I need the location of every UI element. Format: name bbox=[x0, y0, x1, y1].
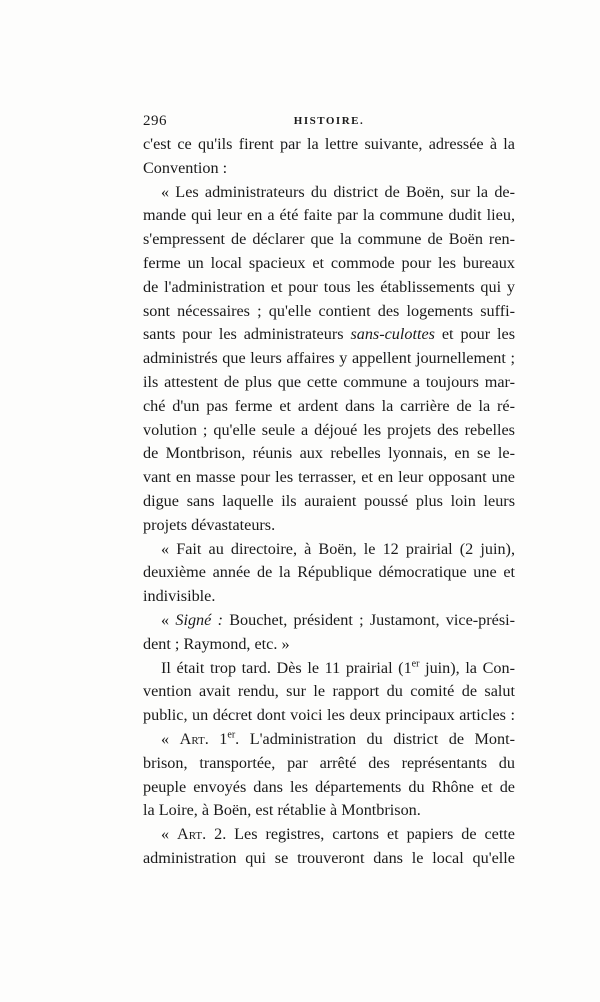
small-caps-text: Art. 2 bbox=[177, 825, 223, 844]
text-run: et pour les bbox=[434, 325, 515, 344]
text-line bbox=[143, 323, 515, 347]
page-header bbox=[143, 113, 515, 133]
text-line: la Loire, à Boën, est rétablie à Montbrison. bbox=[143, 801, 421, 820]
text-line: indivisible. bbox=[143, 587, 216, 606]
text-run: Il était trop tard. Dès le 11 prairial (1 bbox=[161, 658, 412, 677]
text-run: sants pour les administrateurs bbox=[143, 325, 351, 344]
text-line: « Fait au directoire, à Boën, le 12 prairial (2 juin), bbox=[161, 539, 515, 558]
text-line: s'empressent de déclarer que la commune de Boën ren- bbox=[143, 230, 515, 249]
text-run: juin), la Con- bbox=[419, 658, 515, 677]
small-caps-text: Art. 1 bbox=[179, 729, 228, 748]
text-line: administrés que leurs affaires y appellent journellement ; bbox=[143, 349, 515, 368]
text-line: c'est ce qu'ils firent par la lettre suivante, adressée à la bbox=[143, 135, 515, 153]
text-line bbox=[143, 609, 515, 633]
text-line: vant en masse pour les terrasser, et en leur opposant une bbox=[143, 468, 515, 487]
text-line: peuple envoyés dans les départements du Rhône et de bbox=[143, 777, 515, 796]
text-line: deuxième année de la République démocratique une et bbox=[143, 563, 515, 582]
body-text bbox=[143, 133, 515, 871]
text-line: brison, transportée, par arrêté des représentants du bbox=[143, 753, 515, 772]
text-line: ils attestent de plus que cette commune a toujours mar- bbox=[143, 372, 515, 391]
text-line: dent ; Raymond, etc. » bbox=[143, 634, 290, 653]
superscript: er bbox=[411, 658, 420, 670]
text-run: « bbox=[161, 825, 178, 844]
text-line: vention avait rendu, sur le rapport du comité de salut bbox=[143, 682, 515, 701]
text-line bbox=[143, 728, 515, 752]
italic-text: Signé : bbox=[175, 610, 223, 629]
text-line: projets dévastateurs. bbox=[143, 515, 276, 534]
running-head: HISTOIRE. bbox=[293, 115, 365, 127]
page-number: 296 bbox=[143, 113, 167, 129]
text-line: ferme un local spacieux et commode pour les bureaux bbox=[143, 253, 515, 272]
text-line: public, un décret dont voici les deux principaux articles : bbox=[143, 706, 515, 725]
text-run: Bouchet, président ; Justamont, vice-prési- bbox=[222, 610, 515, 629]
text-line: administration qui se trouveront dans le local qu'elle bbox=[143, 848, 515, 867]
text-line: sont nécessaires ; qu'elle contient des logements suffi- bbox=[143, 301, 515, 320]
text-line: de l'administration et pour tous les établissements qui y bbox=[143, 277, 515, 296]
text-line: mande qui leur en a été faite par la commune dudit lieu, bbox=[143, 206, 515, 225]
text-run: « bbox=[161, 610, 176, 629]
text-run: « bbox=[161, 729, 180, 748]
text-line: « Les administrateurs du district de Boën, sur la de- bbox=[161, 182, 515, 201]
text-run: . L'administration du district de Mont- bbox=[235, 729, 515, 748]
text-line: digue sans laquelle ils auraient poussé plus loin leurs bbox=[143, 491, 515, 510]
text-line: de Montbrison, réunis aux rebelles lyonnais, en se le- bbox=[143, 444, 515, 463]
text-line bbox=[143, 823, 515, 847]
superscript: er bbox=[227, 729, 236, 741]
text-line: ché d'un pas ferme et ardent dans la carrière de la ré- bbox=[143, 396, 515, 415]
text-line: volution ; qu'elle seule a déjoué les projets des rebelles bbox=[143, 420, 515, 439]
text-line bbox=[143, 657, 515, 681]
italic-text: sans-culottes bbox=[350, 325, 435, 344]
text-run: . Les registres, cartons et papiers de cette bbox=[222, 825, 515, 844]
text-line: Convention : bbox=[143, 158, 228, 177]
